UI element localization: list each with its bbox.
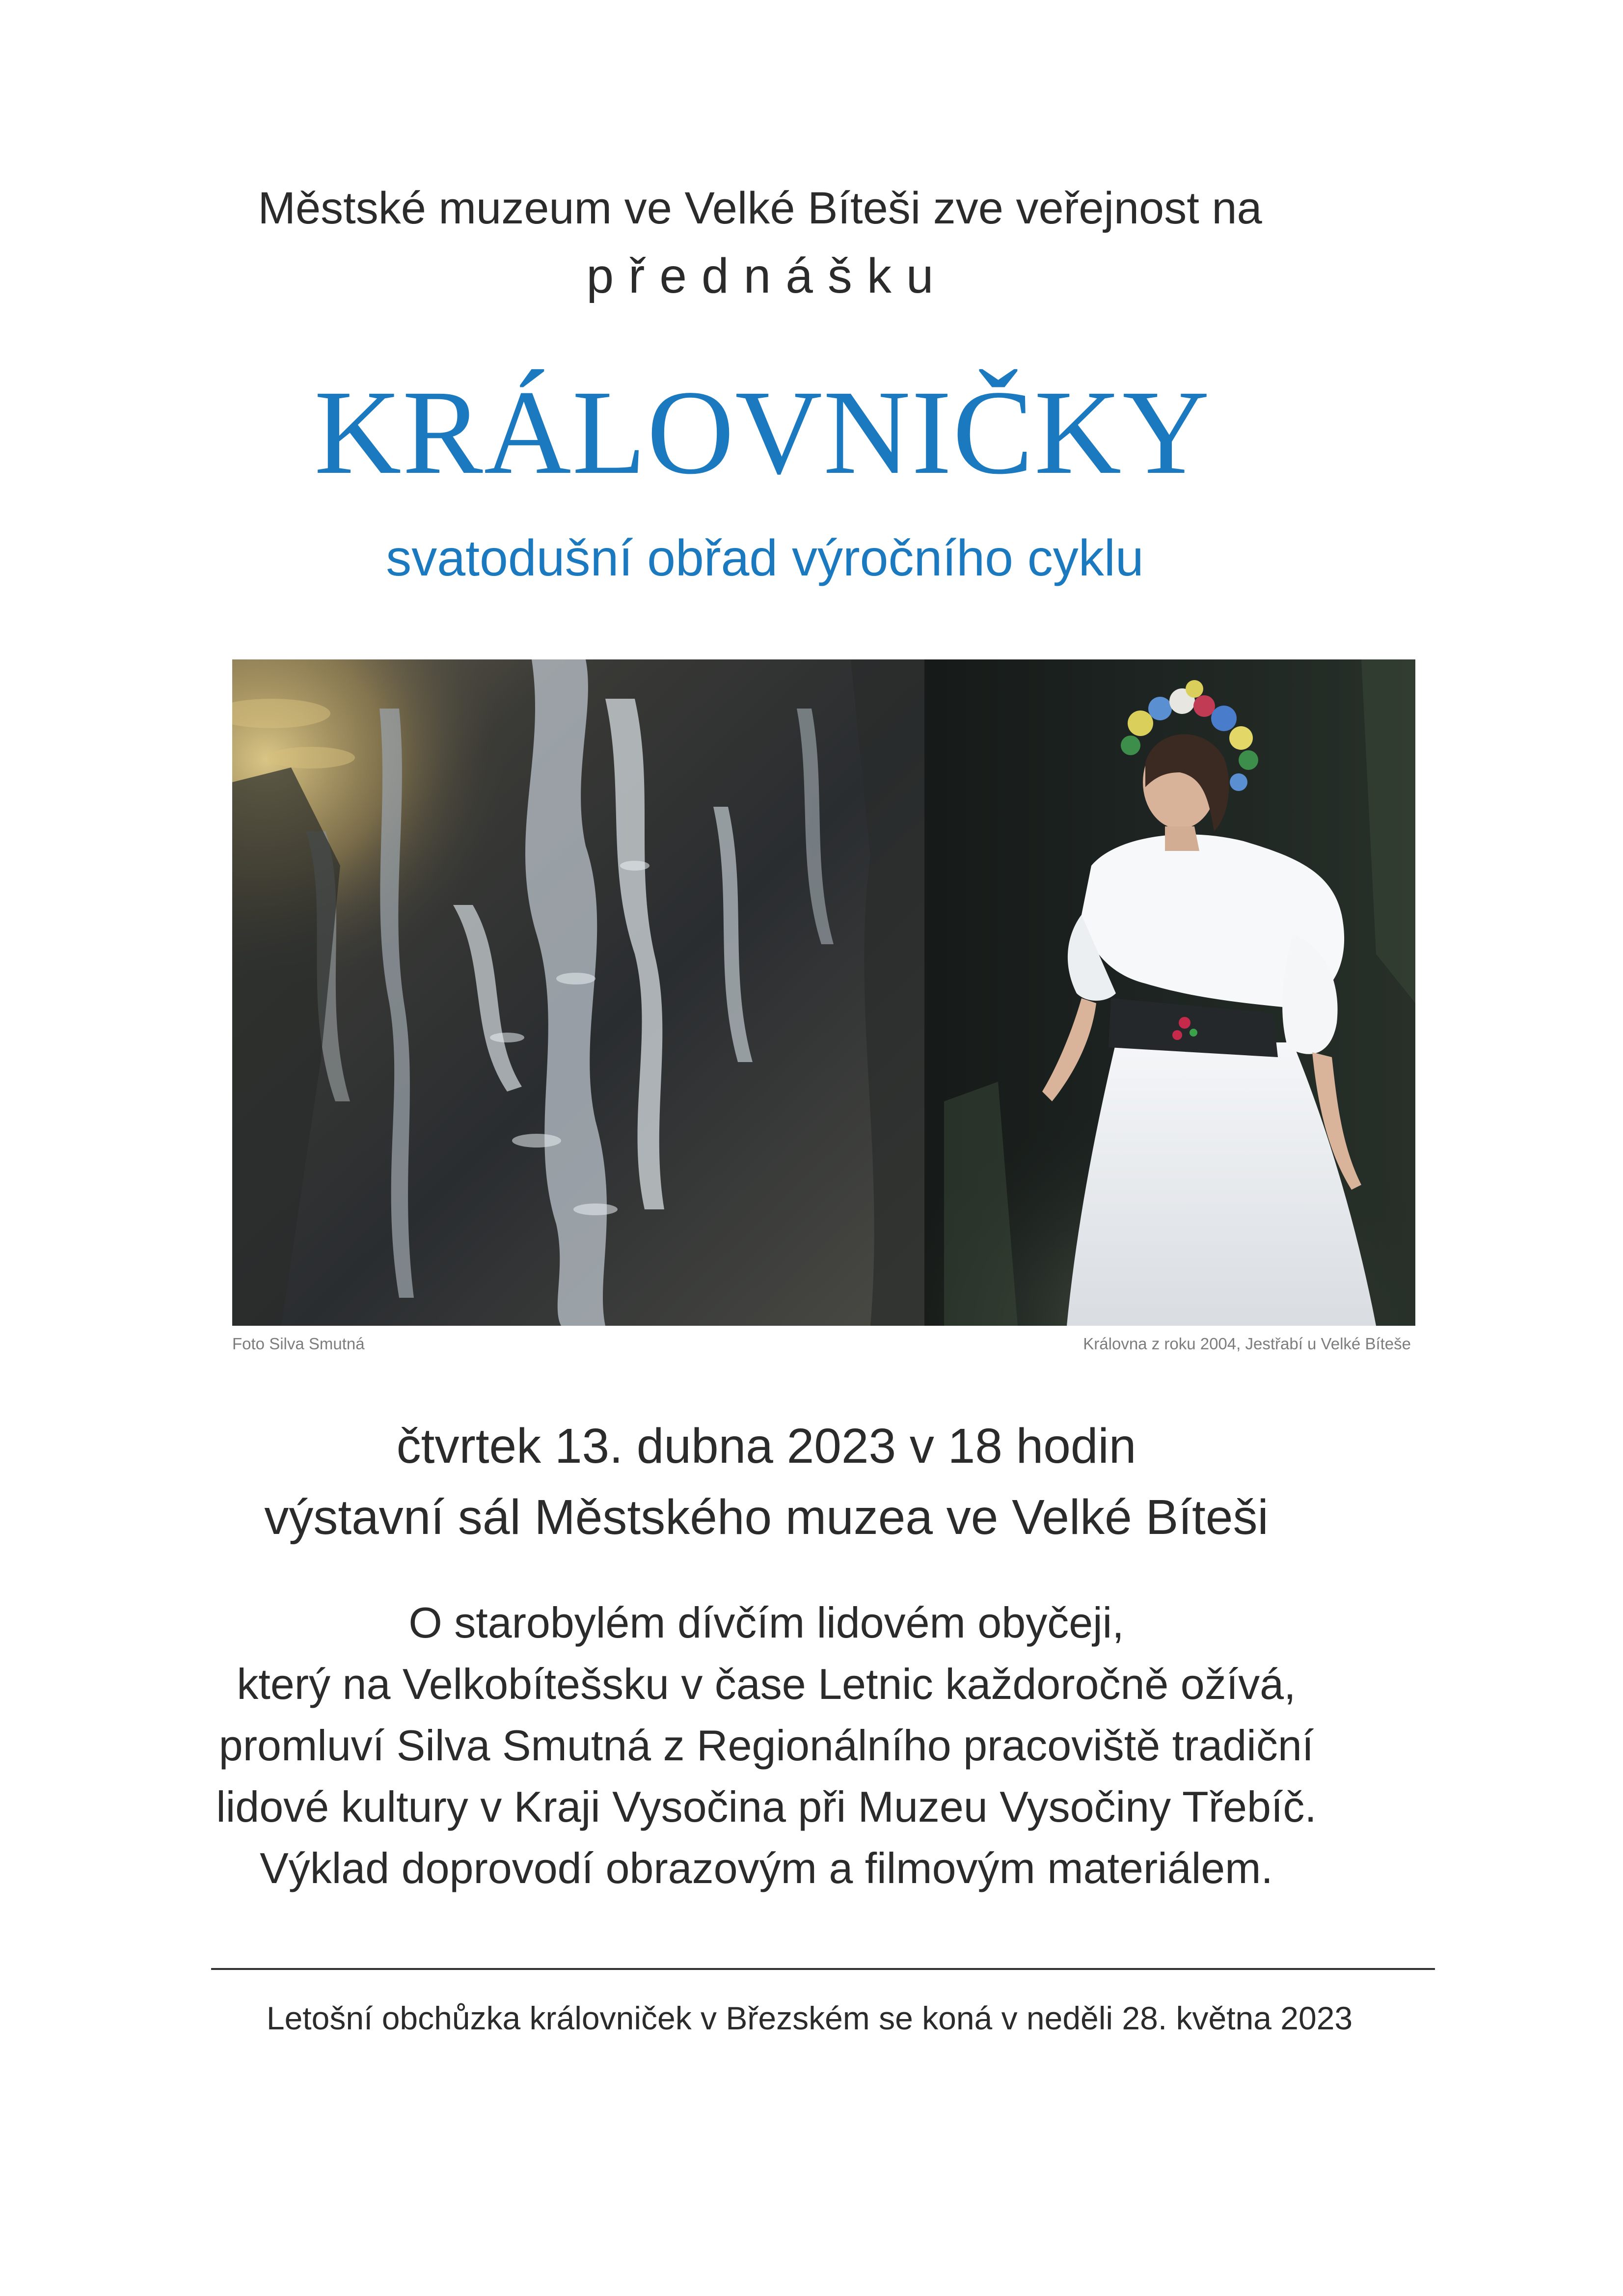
event-date: čtvrtek 13. dubna 2023 v 18 hodin: [396, 1419, 1136, 1474]
footer-note: Letošní obchůzka královniček v Březském se koná v neděli 28. května 2023: [266, 2000, 1353, 2036]
description-line: který na Velkobítešsku v čase Letnic každoročně ožívá,: [237, 1660, 1296, 1708]
intro-line: Městské muzeum ve Velké Bíteši zve veřejnost na: [258, 183, 1262, 233]
subtitle: svatodušní obřad výročního cyklu: [386, 530, 1144, 587]
photo-credit: Foto Silva Smutná: [232, 1335, 365, 1353]
photo-caption: Královna z roku 2004, Jestřabí u Velké Bíteše: [1083, 1335, 1411, 1353]
event-venue: výstavní sál Městského muzea ve Velké Bíteši: [264, 1490, 1269, 1545]
divider: [211, 1968, 1435, 1970]
event-photo: [232, 659, 1415, 1326]
description-line: lidové kultury v Kraji Vysočina při Muzeu Vysočiny Třebíč.: [216, 1782, 1317, 1831]
description-line: Výklad doprovodí obrazovým a filmovým materiálem.: [260, 1844, 1273, 1892]
description-line: promluví Silva Smutná z Regionálního pracoviště tradiční: [218, 1721, 1314, 1770]
lecture-word: přednášku: [586, 248, 948, 303]
main-title: KRÁLOVNIČKY: [314, 366, 1211, 499]
description-line: O starobylém dívčím lidovém obyčeji,: [408, 1598, 1124, 1647]
